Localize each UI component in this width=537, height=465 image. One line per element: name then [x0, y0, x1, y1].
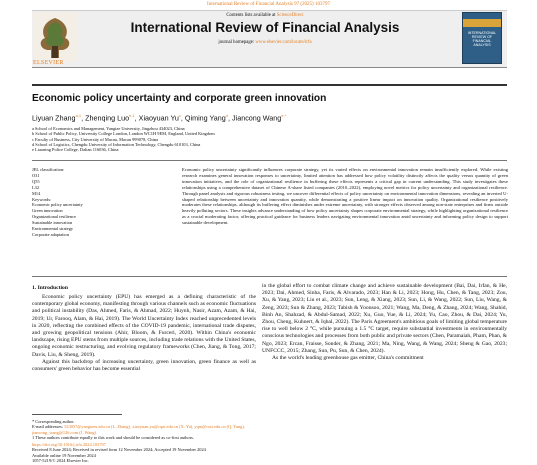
publisher-name: ELSEVIER	[33, 60, 64, 66]
header-divider	[32, 84, 507, 86]
doi-link[interactable]: https://doi.org/10.1016/j.irfa.2024.103797	[32, 442, 106, 448]
journal-title: International Review of Financial Analysis	[130, 20, 400, 35]
contents-prefix: Contents lists available at	[226, 13, 277, 18]
jel-code: O31	[32, 172, 40, 178]
sciencedirect-link[interactable]: ScienceDirect	[276, 13, 304, 18]
keyword: Environmental strategy	[32, 226, 74, 232]
intro-paragraph-continued: in the global effort to combat climate change and achieve sustainable development (Bai, Dai, Irfan, & He, 2023; Dai, Ahmed, Sinha, Faris, & Alvarado, 2023; Han & Li, 2023; Hong, Hu, Chen, & Tang, 2023; Zou, Xu, & Yang, 2023; Liu et al., 2023; Sun, Leng, & Xiang, 2023; Sun, Li, & Wang, 2022; Sun, Liu, Wang, & Zeng, 2023; Sun & Zhang, 2023; Tabish & Yoonsoo, 2021; Wang, Ma, Deng, & Zhang, 2024; Wang, Shahid, Binh An, Shahzad, & Abdul-Samad, 2022; Xu, Guo, Yue, & Li, 2024; Yu, Cao, Zhou, & Dai, 2024; Yu, Zhou, Cheng, Kuhnert, & Iqbal, 2022). The Paris Agreement's ambitious goals of limiting global temperature rise to well below 2 °C, while pursuing a 1.5 °C target, require substantial investments in environmentally conscious technologies and processes from both public and private sectors (Chen, Paramaiah, Pham, Phan, & Ngo, 2023; Ercan, Fraisse, Sonder, & Zhang, 2021; Ma, Ning, Wang, & Wang, 2024; Sheng & Gao, 2023; UNFCCC, 2015; Zhang, Sun, Pu, Sun, & Chen, 2024).	[262, 283, 507, 354]
elsevier-tree-logo	[33, 12, 77, 62]
available-online: Available online 19 November 2024	[32, 452, 96, 458]
keyword: Sustainable innovation	[32, 220, 73, 226]
footnote-divider	[32, 414, 122, 415]
intro-column-right	[262, 283, 507, 362]
author-name[interactable]: Xiaoyuan Yu	[138, 113, 179, 123]
cover-band	[463, 19, 501, 27]
author-name[interactable]: Jiancong Wang	[232, 113, 282, 123]
abstract-divider	[32, 276, 507, 277]
author-affil-mark[interactable]: b,1	[129, 113, 135, 118]
contents-line	[80, 13, 450, 18]
homepage-prefix: journal homepage:	[218, 40, 256, 45]
section-heading-introduction: 1. Introduction	[32, 285, 68, 291]
jel-code: L32	[32, 184, 40, 190]
affiliation-item: c Faculty of Business, City University of Macau, Macau 999078, China	[32, 136, 158, 142]
keyword: Economic policy uncertainty	[32, 202, 83, 208]
copyright: 1057-5219/© 2024 Elsevier Inc.	[32, 458, 89, 464]
affiliations	[32, 126, 215, 152]
keyword: Corporate adaptation	[32, 231, 69, 237]
journal-reference[interactable]: International Review of Financial Analysis 97 (2025) 103797	[207, 2, 330, 7]
corresponding-author-note: * Corresponding author.	[32, 419, 75, 424]
author-affil-mark[interactable]: e,*	[281, 113, 287, 118]
affiliation-item: a School of Economics and Management, Yangtze University, Jingzhou 434023, China	[32, 126, 185, 131]
jel-code: Q55	[32, 178, 40, 184]
journal-cover-thumbnail	[462, 12, 502, 64]
email-addresses	[32, 424, 262, 435]
affiliation-item: b School of Public Policy, University College London, London WC1H 9EM, England, United Kingdom	[32, 131, 215, 137]
author-affil-mark[interactable]: d	[225, 113, 229, 118]
affiliation-item: e Liaoning Police College, Dalian 116036, China	[32, 147, 119, 153]
author-affil-mark[interactable]: c	[178, 113, 181, 118]
intro-paragraph-1: Economic policy uncertainty (EPU) has emerged as a defining characteristic of the contemporary global economy, manifesting through various channels such as economic fluctuations and political instability (Das, Ahmed, Faris, & Ahmad, 2022; Huynh, Nasir, Azam, Azam, & Hai, 2019; Ur, Farooq, Alam, & Hai, 2019). The World Uncertainty Index reached unprecedented levels in 2020, reflecting the combined effects of the COVID-19 pandemic, international trade disputes, and growing geopolitical tensions (Ahir, Bloom, & Furceri, 2020). Within China's economic landscape, rising EPU stems from multiple sources, including trade relations with the United States, ongoing economic restructuring, and evolving regulatory frameworks (Chen, Jiang, & Tong, 2017; Davis, Liu, & Sheng, 2019).	[32, 294, 256, 358]
intro-paragraph-3: As the world's leading greenhouse gas emitter, China's commitment	[272, 355, 424, 362]
intro-column-left	[32, 294, 256, 373]
journal-header	[32, 10, 507, 68]
keyword: Organizational resilience	[32, 214, 76, 220]
author-name[interactable]: Qiming Yang	[184, 113, 226, 123]
author-name[interactable]: Zhenqing Luo	[85, 113, 130, 123]
abstract-text: Economic policy uncertainty significantly influences corporate strategy, yet its varied effects on environmental innovation remain insufficiently explored. While existing research examines general innovation responses to uncertainty, limited attention has addressed how policy volatility distinctly affects the quality versus quantity of green innovation initiatives, and the role of organizational resilience in buffering these effects represents a critical gap in current understanding. This study investigates these relationships using a comprehensive dataset of Chinese A-share listed companies (2010–2022), employing novel metrics for policy uncertainty and organizational resilience. Through panel analysis and rigorous robustness testing, we uncover differential effects of policy uncertainty on environmental innovation dimensions, revealing an inverted U-shaped relationship between uncertainty and innovation quantity, while demonstrating a positive linear impact on innovation quality. Organizational resilience positively moderates these relationships, although its buffering effect diminishes under extreme uncertainty, with stronger effects observed among non-state enterprises and firms outside heavily polluting sectors. These insights advance understanding of how policy uncertainty shapes corporate environmental strategy, while highlighting organizational resilience as a crucial moderating factor, offering practical guidance for business leaders navigating environmental innovation amid uncertainty and informing policy design to support sustainable development.	[182, 167, 508, 226]
received-dates: Received 8 June 2024; Received in revised form 12 November 2024; Accepted 19 November 2024	[32, 447, 206, 453]
keyword: Green innovation	[32, 208, 63, 214]
equal-contribution-note: 1 These authors contribute equally to this work and should be considered as co-first authors.	[32, 434, 194, 440]
email-prefix: E-mail addresses:	[32, 424, 65, 430]
author-list: Liyuan Zhang$^{a,1}$, Zhenqing Luo$^{b,1}$, Xiaoyuan Yu$^c$, Qiming Yang$^d$, Jiancong Wang$^{e,*}$	[32, 113, 287, 123]
intro-paragraph-2: Against this backdrop of increasing uncertainty, green innovation, green finance as well as consumers' green behavior has become essential	[32, 358, 256, 373]
author-name[interactable]: Liyuan Zhang	[32, 113, 76, 123]
info-divider	[32, 160, 507, 161]
keywords-block	[32, 167, 147, 238]
cover-title: INTERNATIONAL REVIEW OF FINANCIAL ANALYSIS	[467, 31, 497, 47]
homepage-link[interactable]: www.elsevier.com/locate/irfa	[255, 40, 312, 45]
author-affil-mark[interactable]: a,1	[75, 113, 82, 118]
journal-homepage	[80, 40, 450, 45]
email-links[interactable]: 523057@yangtzeu.edu.cn (L. Zhang), xiaoyuan.yu@cqut.edu.cn (X. Yu), yqm@cuit.edu.cn (Q. Yang), jiancong_wang@126.com (J. Wang).	[32, 424, 245, 435]
affiliation-item: d School of Logistics, Chengdu University of Information Technology, Chengdu 610103, China	[32, 141, 201, 147]
jel-heading: JEL classification:	[32, 167, 65, 172]
keywords-heading: Keywords:	[32, 196, 52, 202]
jel-code: M14	[32, 190, 41, 196]
footnotes	[32, 419, 262, 463]
article-title: Economic policy uncertainty and corporate green innovation	[32, 93, 327, 104]
